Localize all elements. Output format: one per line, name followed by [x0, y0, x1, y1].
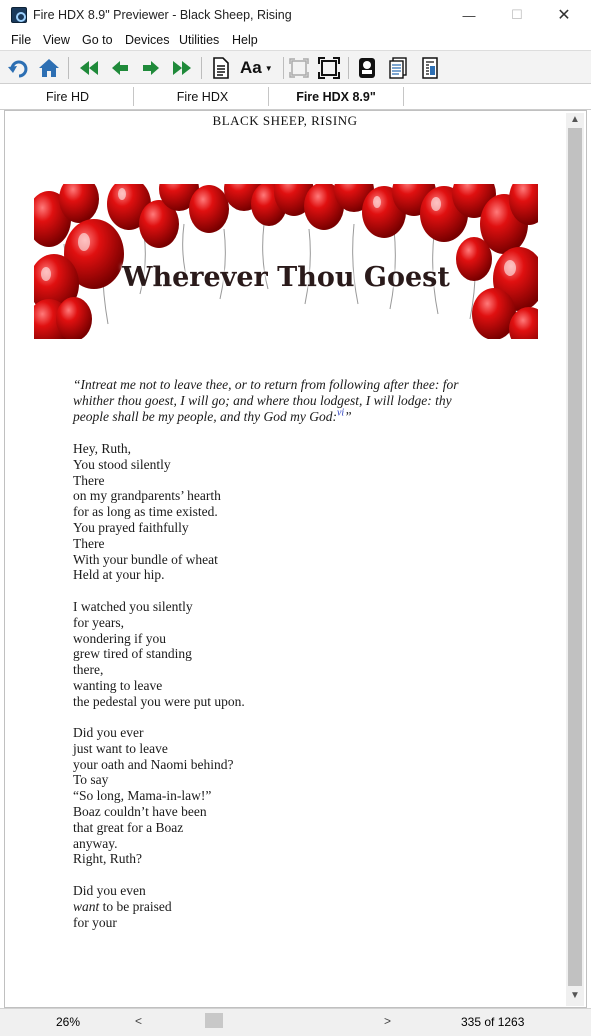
- tab-fire-hdx[interactable]: Fire HDX: [176, 90, 229, 104]
- status-bar: [0, 1008, 591, 1036]
- epigraph-line: whither thou goest, I will go; and where thou lodgest, I will lodge: thy: [73, 392, 452, 408]
- first-page-button[interactable]: [77, 56, 101, 80]
- home-button[interactable]: [37, 56, 61, 80]
- poem-line: your oath and Naomi behind?: [73, 756, 234, 772]
- app-icon: [11, 7, 27, 23]
- font-settings-label: Aa: [240, 58, 262, 77]
- poem-line: Hey, Ruth,: [73, 441, 131, 456]
- poem-line: There: [73, 472, 105, 488]
- arrow-right-icon: [141, 59, 161, 77]
- menu-bar: [0, 30, 591, 50]
- toolbar-separator: [283, 57, 284, 79]
- table-of-contents-button[interactable]: [209, 56, 233, 80]
- poem-line: grew tired of standing: [73, 646, 192, 662]
- epigraph-line: people shall be my people, and thy God my God:$^{vi}$”: [73, 407, 352, 424]
- toolbar: [0, 50, 591, 84]
- back-button[interactable]: [7, 56, 31, 80]
- menu-file[interactable]: File: [11, 33, 32, 47]
- epigraph: [73, 377, 533, 424]
- home-icon: [37, 57, 61, 79]
- poem-line: Did you ever: [73, 725, 144, 740]
- scroll-up-arrow[interactable]: ▲: [570, 114, 580, 125]
- scroll-right-arrow[interactable]: >: [384, 1014, 392, 1028]
- fit-page-button[interactable]: [287, 56, 311, 80]
- title-bar: [0, 0, 591, 30]
- footnote-link[interactable]: vi: [336, 407, 345, 419]
- poem-line: wondering if you: [73, 630, 166, 646]
- tab-divider: [403, 87, 404, 106]
- close-button[interactable]: ✕: [557, 7, 571, 24]
- menu-view[interactable]: View: [43, 33, 70, 47]
- horizontal-scroll-thumb[interactable]: [205, 1013, 223, 1028]
- zoom-level: 26%: [56, 1015, 81, 1029]
- poem-line: want to be praised: [73, 898, 172, 914]
- next-page-button[interactable]: [139, 56, 163, 80]
- poem-line: Did you even: [73, 883, 146, 898]
- arrow-left-icon: [110, 59, 130, 77]
- fit-screen-icon: [289, 58, 309, 78]
- maximize-button[interactable]: ☐: [511, 7, 523, 22]
- document-icon: [211, 57, 231, 79]
- poem-line: Right, Ruth?: [73, 851, 143, 867]
- menu-go-to[interactable]: Go to: [82, 33, 113, 47]
- tablet-icon: [357, 57, 377, 79]
- poem-line: that great for a Boaz: [73, 819, 184, 835]
- tab-divider: [268, 87, 269, 106]
- poem-line: There: [73, 535, 105, 551]
- window-title: Fire HDX 8.9" Previewer - Black Sheep, Rising: [33, 8, 292, 22]
- tab-fire-hd[interactable]: Fire HD: [45, 90, 90, 104]
- book-info-button[interactable]: [418, 56, 442, 80]
- menu-devices[interactable]: Devices: [125, 33, 170, 47]
- poem-line: the pedestal you were put upon.: [73, 693, 245, 709]
- poem-line: To say: [73, 772, 109, 788]
- fullscreen-button[interactable]: [317, 56, 341, 80]
- epigraph-line: “Intreat me not to leave thee, or to return from following after thee: for: [73, 377, 459, 392]
- menu-help[interactable]: Help: [232, 33, 258, 47]
- fullscreen-icon: [318, 57, 340, 79]
- font-settings-button[interactable]: [240, 56, 280, 80]
- banner-title: Wherever Thou Goest: [122, 262, 450, 293]
- pages-icon: [388, 57, 408, 79]
- skip-last-icon: [171, 59, 193, 77]
- toolbar-separator: [68, 57, 69, 79]
- poem-line: on my grandparents’ hearth: [73, 488, 221, 504]
- poem-line: Held at your hip.: [73, 567, 165, 583]
- stanza-4: [73, 883, 172, 930]
- chapter-banner-image: [34, 184, 538, 339]
- tab-fire-hdx-8-9[interactable]: Fire HDX 8.9": [296, 90, 376, 104]
- stanza-3: [73, 725, 233, 867]
- last-page-button[interactable]: [170, 56, 194, 80]
- poem-line: anyway.: [73, 835, 118, 851]
- info-document-icon: [420, 57, 440, 79]
- device-button[interactable]: [355, 56, 379, 80]
- device-tabs: [0, 84, 591, 110]
- stanza-1: [73, 441, 221, 583]
- tab-divider: [133, 87, 134, 106]
- poem-line: You prayed faithfully: [73, 519, 189, 535]
- poem-line: I watched you silently: [73, 599, 193, 614]
- chevron-down-icon: ▼: [264, 63, 273, 73]
- vertical-scroll-thumb[interactable]: [568, 128, 582, 986]
- scroll-left-arrow[interactable]: <: [135, 1014, 143, 1028]
- poem-line: wanting to leave: [73, 677, 163, 693]
- scroll-down-arrow[interactable]: ▼: [570, 990, 580, 1001]
- poem-line: for as long as time existed.: [73, 504, 218, 520]
- page-position: 335 of 1263: [461, 1015, 525, 1029]
- skip-first-icon: [78, 59, 100, 77]
- undo-arrow-icon: [8, 58, 30, 78]
- toolbar-separator: [348, 57, 349, 79]
- page-view-button[interactable]: [386, 56, 410, 80]
- toolbar-separator: [201, 57, 202, 79]
- minimize-button[interactable]: —: [462, 7, 476, 23]
- book-running-header: BLACK SHEEP, RISING: [212, 113, 358, 128]
- previous-page-button[interactable]: [108, 56, 132, 80]
- poem-line: just want to leave: [73, 740, 168, 756]
- poem-line: With your bundle of wheat: [73, 551, 218, 567]
- stanza-2: [73, 599, 245, 710]
- poem-line: You stood silently: [73, 456, 171, 472]
- poem-line: there,: [73, 662, 104, 678]
- poem-line: for your: [73, 914, 117, 930]
- poem-line: Boaz couldn’t have been: [73, 803, 207, 819]
- poem-line: “So long, Mama-in-law!”: [73, 788, 212, 804]
- poem-line: for years,: [73, 614, 124, 630]
- menu-utilities[interactable]: Utilities: [179, 33, 220, 47]
